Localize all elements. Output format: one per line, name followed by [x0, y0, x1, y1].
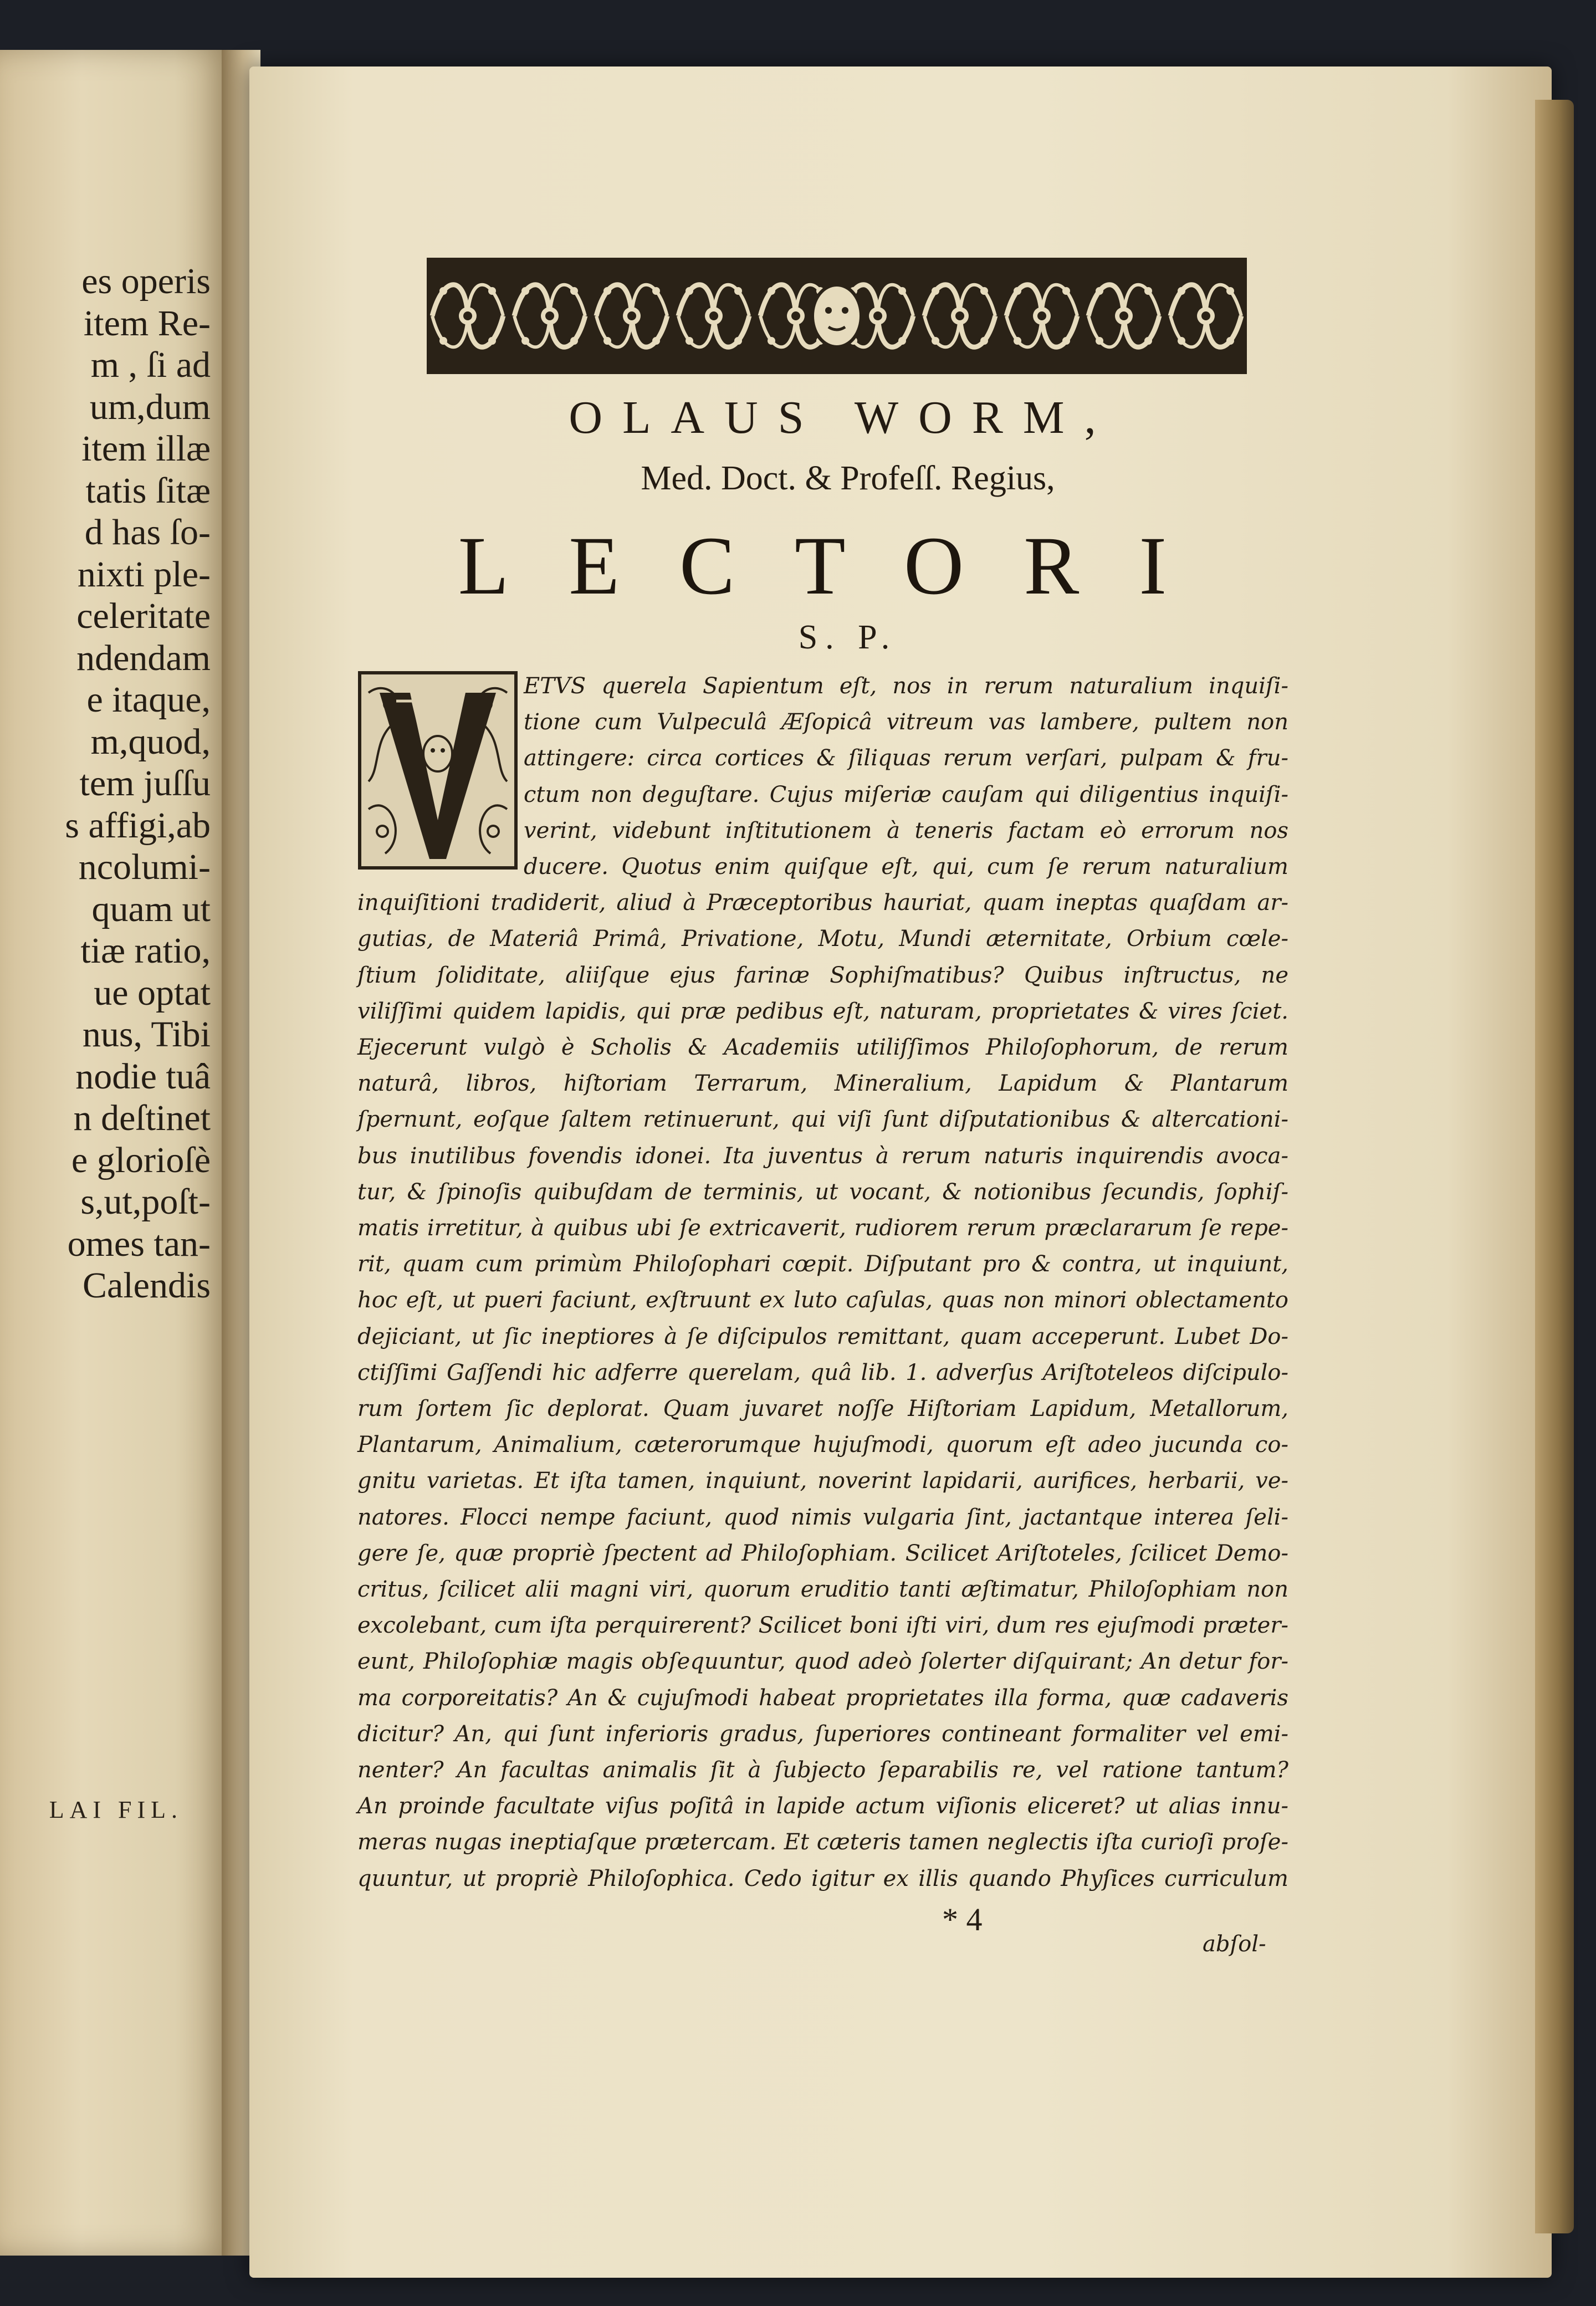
author-title: Med. Doct. & Profeſſ. Regius,	[641, 459, 1055, 497]
left-page-line: omes tan-	[67, 1223, 211, 1264]
text-line: verint, videbunt inſtitutionem à teneris factam eò errorum nos	[524, 817, 1288, 843]
text-line: ducere. Quotus enim quiſque eſt, qui, cum ſe rerum naturalium	[524, 854, 1288, 880]
text-line: tur, & ſpinoſis quibuſdam de terminis, ut vocant, & notionibus ſecundis, ſophiſ-	[357, 1179, 1288, 1205]
text-line: An proinde facultate viſus poſitâ in lapide actum viſionis eliceret? ut alias innu-	[357, 1793, 1288, 1819]
greeting: S. P.	[798, 618, 898, 656]
text-line: nenter? An facultas animalis ſit à ſubjecto ſeparabilis re, vel ratione tantum?	[357, 1757, 1288, 1783]
text-line: eunt, Philoſophiæ magis obſequuntur, quod adeò ſolerter diſquirant; An detur for-	[357, 1649, 1288, 1675]
left-page-line: es operis	[81, 261, 211, 301]
text-line: inquiſitioni tradiderit, aliud à Præceptoribus hauriat, quam ineptas quaſdam ar-	[357, 890, 1288, 916]
left-page-line: ndendam	[76, 637, 211, 678]
left-page-line: um,dum	[89, 386, 211, 427]
text-line: gutias, de Materiâ Primâ, Privatione, Motu, Mundi æternitate, Orbium cœle-	[357, 926, 1288, 952]
lectori-heading: LECTORI	[458, 520, 1227, 612]
text-line: Plantarum, Animalium, cæterorumque hujuſmodi, quorum eſt adeo jucunda co-	[357, 1432, 1288, 1458]
signature-mark: * 4	[942, 1901, 983, 1937]
text-line: dicitur? An, qui ſunt inferioris gradus, ſuperiores contineant formaliter vel emi-	[357, 1721, 1288, 1747]
text-line: ma corporeitatis? An & cujuſmodi habeat proprietates illa forma, quæ cadaveris	[357, 1685, 1288, 1711]
decorated-initial-v	[357, 671, 518, 870]
left-page-line: nus, Tibi	[82, 1014, 211, 1055]
left-page-line: nodie tuâ	[75, 1056, 211, 1097]
text-line: dejiciant, ut ſic ineptiores à ſe diſcipulos remittant, quam acceperunt. Lubet Do-	[357, 1323, 1288, 1349]
left-page-line: item illæ	[81, 428, 211, 469]
text-line: gnitu varietas. Et iſta tamen, inquiunt, noverint lapidarii, aurifices, herbarii, ve-	[357, 1468, 1288, 1494]
left-page-line: d has ſo-	[84, 512, 211, 553]
page-edge	[1535, 100, 1574, 2233]
text-line: gere ſe, quæ propriè ſpectent ad Philoſophiam. Scilicet Ariſtoteles, ſcilicet Demo-	[357, 1540, 1288, 1566]
left-page-line: Calendis	[83, 1265, 211, 1306]
left-page	[0, 50, 233, 2256]
text-line: ctiſſimi Gaſſendi hic adferre querelam, quâ lib. 1. adverſus Ariſtoteleos diſcipulo-	[357, 1359, 1288, 1385]
left-page-line: n deſtinet	[73, 1098, 211, 1138]
text-line: Ejecerunt vulgò è Scholis & Academiis utiliſſimos Philoſophorum, de rerum	[357, 1035, 1288, 1060]
left-page-line: tiæ ratio,	[80, 930, 211, 971]
author-heading: OLAUS WORM,	[569, 392, 1116, 443]
left-page-line: tatis ſitæ	[85, 470, 211, 511]
text-line: natores. Flocci nempe faciunt, quod nimis vulgaria ſint, jactantque interea ſeli-	[357, 1504, 1288, 1530]
text-line: viliſſimi quidem lapidis, qui præ pedibus eſt, naturam, proprietates & vires ſciet.	[357, 998, 1288, 1024]
left-page-line: m,quod,	[90, 721, 211, 762]
text-line: critus, ſcilicet alii magni viri, quorum eruditio tanti æſtimatur, Philoſophiam non	[357, 1577, 1288, 1602]
text-line: meras nugas ineptiaſque prætercam. Et cæteris tamen neglectis iſta curioſi proſe-	[357, 1829, 1288, 1855]
left-page-signature: LAI FIL.	[49, 1796, 183, 1823]
text-line: matis irretitur, à quibus ubi ſe extricaverit, rudiorem rerum præclararum ſe repe-	[357, 1215, 1288, 1241]
left-page-line: ncolumi-	[78, 847, 211, 887]
text-line: bus inutilibus fovendis idonei. Ita juventus à rerum naturis inquirendis avoca-	[357, 1143, 1288, 1169]
text-line: quuntur, ut propriè Philoſophica. Cedo igitur ex illis quando Phyſices curriculum	[357, 1865, 1288, 1891]
text-line: ſpernunt, eoſque ſaltem retinuerunt, qui viſi ſunt diſputationibus & altercationi-	[357, 1107, 1288, 1133]
text-line: ETVS querela Sapientum eſt, nos in rerum naturalium inquiſi-	[524, 673, 1288, 699]
left-page-line: e glorioſè	[71, 1139, 211, 1180]
text-line: attingere: circa cortices & ſiliquas rerum verſari, pulpam & fru-	[524, 745, 1288, 771]
text-line: excolebant, cum iſta perquirerent? Scilicet boni iſti viri, dum res ejuſmodi præter-	[357, 1613, 1288, 1639]
text-line: hoc eſt, ut pueri faciunt, exſtruunt ex luto caſulas, quas non minori oblectamento	[357, 1287, 1288, 1313]
left-page-line: celeritate	[76, 596, 211, 636]
left-page-line: s,ut,poſt-	[80, 1182, 211, 1222]
left-page-line: ue optat	[94, 972, 211, 1013]
left-page-line: s affigi,ab	[65, 805, 211, 846]
text-line: tione cum Vulpeculâ Æſopicâ vitreum vas lambere, pultem non	[524, 709, 1288, 735]
catchword: abſol-	[1203, 1931, 1266, 1957]
text-line: rit, quam cum primùm Philoſophari cœpit. Diſputant pro & contra, ut inquiunt,	[357, 1251, 1288, 1277]
left-page-line: nixti ple-	[77, 554, 211, 595]
text-line: ſtium ſoliditate, aliiſque ejus farinæ Sophiſmatibus? Quibus inſtructus, ne	[357, 962, 1288, 988]
text-line: ctum non deguſtare. Cujus miſeriæ cauſam qui diligentius inquiſi-	[524, 781, 1288, 807]
left-page-line: item Re-	[83, 303, 211, 344]
left-page-line: tem juſſu	[79, 763, 211, 804]
left-page-line: quam ut	[91, 888, 211, 929]
ornamental-headpiece	[427, 258, 1247, 374]
left-page-line: e itaque,	[86, 679, 211, 720]
text-line: naturâ, libros, hiſtoriam Terrarum, Mineralium, Lapidum & Plantarum	[357, 1071, 1288, 1097]
left-page-line: m , ſi ad	[90, 345, 211, 385]
text-line: rum ſortem ſic deplorat. Quam juvaret noſſe Hiſtoriam Lapidum, Metallorum,	[357, 1396, 1288, 1422]
